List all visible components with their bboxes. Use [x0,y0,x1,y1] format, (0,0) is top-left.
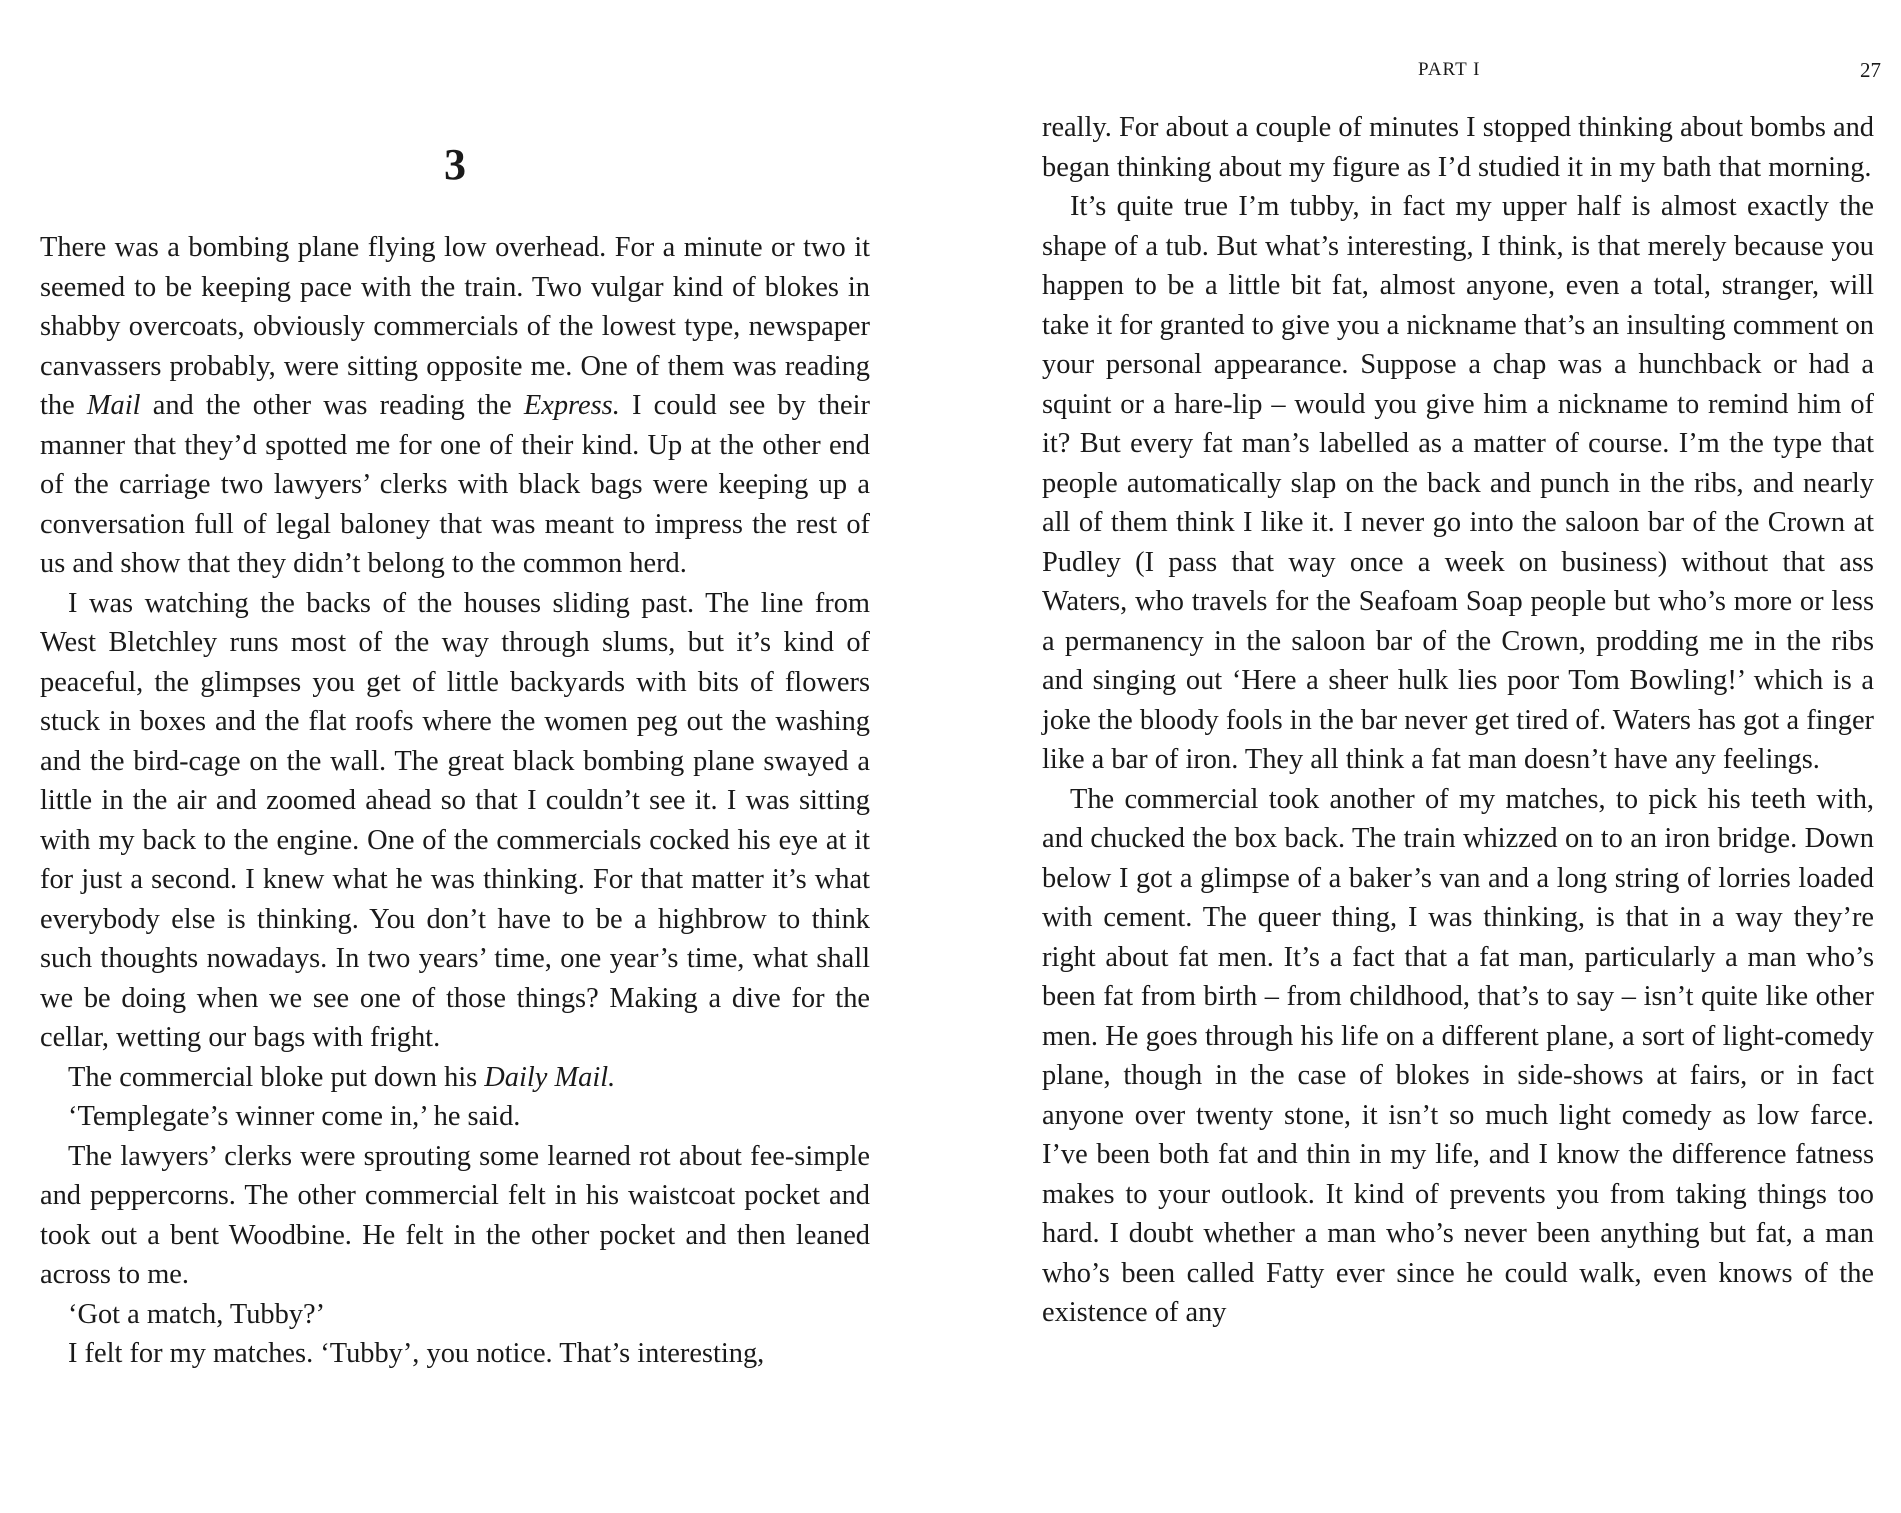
paragraph [1042,187,1874,780]
paragraph [40,1137,870,1295]
text-run: I felt for my matches. ‘Tubby’, you notice. That’s interesting, [68,1338,765,1369]
italic-text: Daily Mail. [484,1061,616,1093]
left-page [0,0,950,1513]
right-page [950,0,1901,1513]
page-number: 27 [1860,58,1881,82]
text-run: I could see by their manner that they’d spotted me for one of their kind. Up at the other end of the carriage two lawyers’ clerks with black bags were keeping up a conversation full of legal baloney that was meant to impress the rest of us and show that they didn’t belong to the common herd. [40,390,870,579]
text-run: ‘Templegate’s winner come in,’ he said. [68,1101,521,1132]
text-run: I was watching the backs of the houses sliding past. The line from West Bletchley runs most of the way through slums, but it’s kind of peaceful, the glimpses you get of little backyards with bits of flowers stuck in boxes and the flat roofs where the women peg out the washing and the bird-cage on the wall. The great black bombing plane swayed a little in the air and zoomed ahead so that I couldn’t see it. I was sitting with my back to the engine. One of the commercials cocked his eye at it for just a second. I knew what he was thinking. For that matter it’s what everybody else is thinking. You don’t have to be a highbrow to think such thoughts nowadays. In two years’ time, one year’s time, what shall we be doing when we see one of those things? Making a dive for the cellar, wetting our bags with fright. [40,587,870,1053]
paragraph [1042,108,1874,187]
running-title: PART I [1418,59,1481,80]
italic-text: Mail [86,390,141,421]
paragraph [1042,780,1874,1333]
text-run: really. For about a couple of minutes I stopped thinking about bombs and began thinking about my figure as I’d studied it in my bath that morning. [1042,112,1874,183]
paragraph [40,1295,870,1335]
paragraph [40,584,870,1058]
left-page-body [40,228,870,1374]
text-run: ‘Got a match, Tubby?’ [68,1298,326,1330]
right-page-body [1042,108,1874,1333]
text-run: It’s quite true I’m tubby, in fact my upper half is almost exactly the shape of a tub. But what’s interesting, I think, is that merely because you happen to be a little bit fat, almost anyone, even a total, stranger, will take it for granted to give you a nickname that’s an insulting comment on your personal appearance. Suppose a chap was a hunchback or had a squint or a hare-lip – would you give him a nickname to remind him of it? But every fat man’s labelled as a matter of course. I’m the type that people automatically slap on the back and punch in the ribs, and nearly all of them think I like it. I never go into the saloon bar of the Crown at Pudley (I pass that way once a week on business) without that ass Waters, who travels for the Seafoam Soap people but who’s more or less a permanency in the saloon bar of the Crown, prodding me in the ribs and singing out ‘Here a sheer hulk lies poor Tom Bowling!’ which is a joke the bloody fools in the bar never get tired of. Waters has got a finger like a bar of iron. They all think a fat man doesn’t have any feelings. [1042,191,1874,775]
paragraph [40,228,870,584]
text-run: and the other was reading the [140,390,524,421]
chapter-number: 3 [444,140,466,189]
text-run: The lawyers’ clerks were sprouting some learned rot about fee-simple and peppercorns. The other commercial felt in his waistcoat pocket and took out a bent Woodbine. He felt in the other pocket and then leaned across to me. [40,1140,870,1290]
text-run: There was a bombing plane flying low overhead. For a minute or two it seemed to be keeping pace with the train. Two vulgar kind of blokes in shabby overcoats, obviously commercials of the lowest type, newspaper canvassers probably, were sitting opposite me. One of them was reading the [40,232,870,421]
paragraph [40,1058,870,1098]
text-run: The commercial bloke put down his [68,1061,485,1093]
italic-text: Express. [523,390,620,421]
text-run: The commercial took another of my matches, to pick his teeth with, and chucked the box back. The train whizzed on to an iron bridge. Down below I got a glimpse of a baker’s van and a long string of lorries loaded with cement. The queer thing, I was thinking, is that in a way they’re right about fat men. It’s a fact that a fat man, particularly a man who’s been fat from birth – from childhood, that’s to say – isn’t quite like other men. He goes through his life on a different plane, a sort of light-comedy plane, though in the case of blokes in side-shows at fairs, or in fact anyone over twenty stone, it isn’t so much light comedy as low farce. I’ve been both fat and thin in my life, and I know the difference fatness makes to your outlook. It kind of prevents you from taking things too hard. I doubt whether a man who’s never been anything but fat, a man who’s been called Fatty ever since he could walk, even knows of the existence of any [1042,783,1874,1328]
paragraph [40,1334,870,1374]
paragraph [40,1097,870,1137]
